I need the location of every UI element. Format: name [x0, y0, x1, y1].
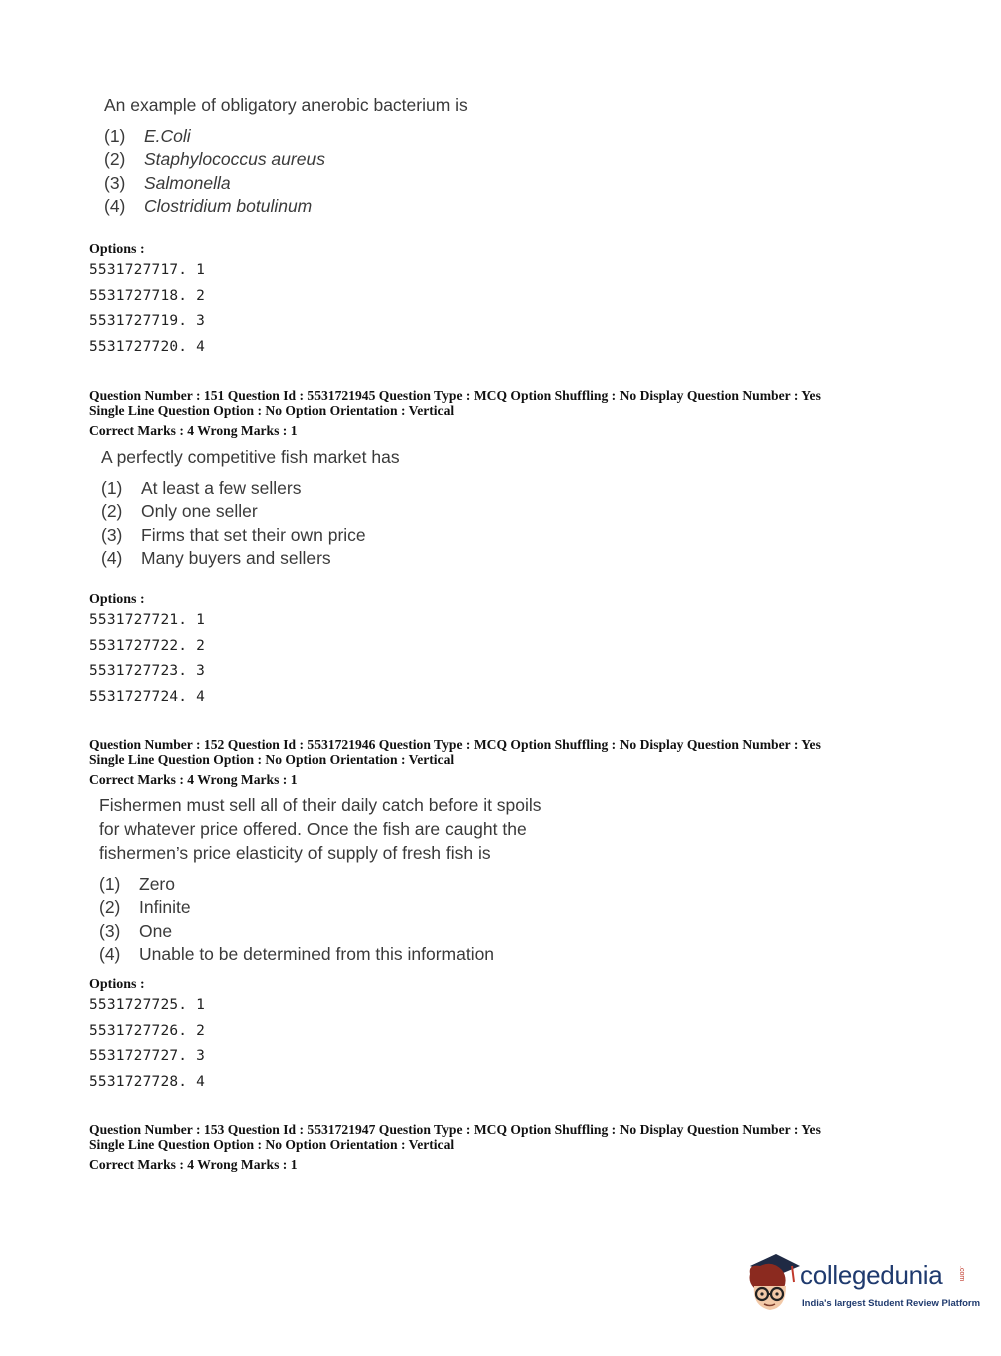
option-id: 5531727721. 1 [89, 612, 206, 628]
question-153-meta [89, 1122, 821, 1172]
mascot-icon [742, 1252, 802, 1314]
options-label: Options : [89, 977, 145, 992]
option-id-list [89, 993, 205, 1095]
option-id: 5531727719. 3 [89, 313, 206, 330]
question-marks: Correct Marks : 4 Wrong Marks : 1 [89, 423, 298, 438]
question-marks: Correct Marks : 4 Wrong Marks : 1 [89, 772, 298, 787]
answer-option: (3) Firms that set their own price [101, 524, 366, 545]
answer-option: (2) Staphylococcus aureus [104, 149, 325, 170]
answer-option: (4) Clostridium botulinum [104, 195, 313, 216]
collegedunia-logo[interactable] [742, 1252, 981, 1318]
answer-option: (1) At least a few sellers [101, 478, 302, 498]
answer-option: (4) Many buyers and sellers [101, 547, 331, 568]
answer-option: (4) Unable to be determined from this information [99, 943, 495, 964]
logo-wordmark: collegedunia [800, 1260, 943, 1290]
answer-option: (2) Infinite [99, 897, 191, 918]
answer-option: (3) One [99, 920, 173, 941]
question-151-image [101, 445, 400, 570]
option-id: 5531727722. 2 [89, 637, 206, 654]
question-stem-line: Fishermen must sell all of their daily catch before it spoils [99, 795, 542, 815]
question-stem: An example of obligatory anerobic bacterium is [104, 95, 468, 115]
question-marks: Correct Marks : 4 Wrong Marks : 1 [89, 1157, 298, 1172]
question-152-meta [89, 737, 821, 787]
option-id: 5531727720. 4 [89, 338, 206, 355]
answer-option: (2) Only one seller [101, 501, 258, 522]
question-stem: A perfectly competitive fish market has [101, 447, 400, 467]
question-meta-line: Single Line Question Option : No Option Orientation : Vertical [89, 752, 455, 767]
answer-option: (1) Zero [99, 874, 175, 894]
question-meta-line: Question Number : 151 Question Id : 5531721945 Question Type : MCQ Option Shuffling : No Display Question Number : Yes [89, 388, 821, 403]
question-150-image [104, 93, 468, 218]
question-meta-line: Question Number : 153 Question Id : 5531721947 Question Type : MCQ Option Shuffling : No Display Question Number : Yes [89, 1122, 821, 1137]
question-meta-line: Question Number : 152 Question Id : 5531721946 Question Type : MCQ Option Shuffling : No Display Question Number : Yes [89, 737, 821, 752]
option-id: 5531727727. 3 [89, 1048, 206, 1065]
question-151-meta [89, 388, 821, 438]
option-id: 5531727717. 1 [89, 262, 206, 278]
question-152-image [99, 793, 542, 966]
logo-domain-suffix: .com [958, 1266, 965, 1282]
option-id: 5531727725. 1 [89, 997, 206, 1013]
option-id: 5531727726. 2 [89, 1022, 206, 1039]
option-id: 5531727728. 4 [89, 1073, 206, 1090]
option-id: 5531727723. 3 [89, 663, 206, 680]
options-label: Options : [89, 242, 145, 257]
option-id: 5531727724. 4 [89, 688, 206, 705]
answer-option: (3) Salmonella [104, 172, 231, 193]
option-id-list [89, 258, 205, 360]
option-id: 5531727718. 2 [89, 287, 206, 304]
logo-tagline: India's largest Student Review Platform [802, 1298, 981, 1309]
question-stem-line: for whatever price offered. Once the fish are caught the [99, 819, 527, 839]
options-label: Options : [89, 592, 145, 607]
question-meta-line: Single Line Question Option : No Option Orientation : Vertical [89, 403, 455, 418]
answer-option: (1) E.Coli [104, 126, 191, 146]
question-meta-line: Single Line Question Option : No Option Orientation : Vertical [89, 1137, 455, 1152]
option-id-list [89, 608, 205, 710]
question-stem-line: fishermen’s price elasticity of supply of fresh fish is [99, 843, 491, 863]
